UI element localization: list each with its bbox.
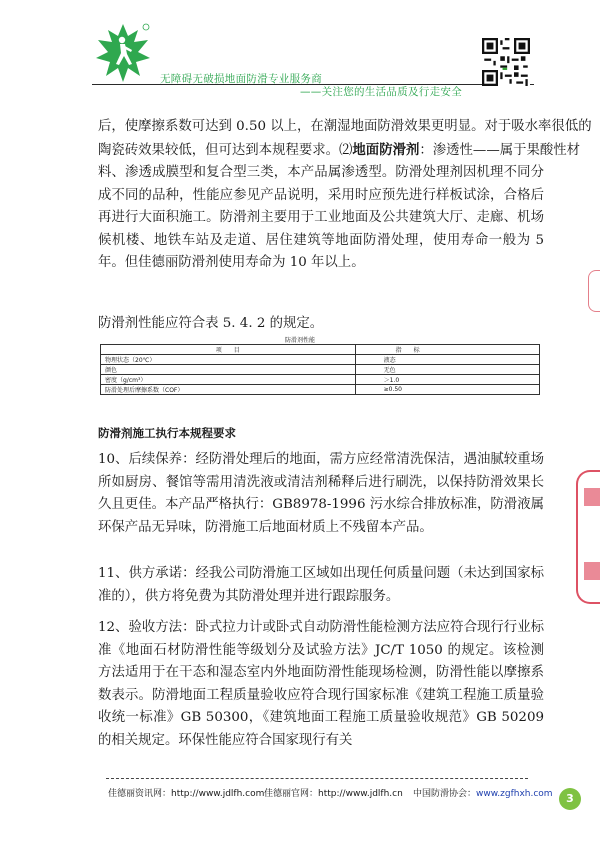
- qr-code-icon: [482, 38, 530, 86]
- table-header-row: [101, 345, 540, 355]
- footer-link-group: [108, 786, 264, 799]
- table-header-index: 指 标: [355, 345, 539, 355]
- seal-stamp-icon: [576, 470, 600, 604]
- paragraph-table-reference: 防滑剂性能应符合表 5. 4. 2 的规定。: [98, 316, 324, 331]
- paragraph-line: [98, 139, 581, 163]
- paragraph-text: 料、渗透成膜型和复合型三类，本产品属渗透型。防滑处理剂因机理不同分成不同的品种，性能应参见产品说明，采用时应预先进行样板试涂，合格后再进行大面积施工。防滑剂主要用于工业地面及公共建筑大厅、走廊、机场候机楼、地铁车站及走道、居住建筑等地面防滑处理，使用寿命一般为 5 年。但佳德丽防滑剂使用寿命为 10 年以上。: [98, 165, 544, 270]
- table-row: [101, 385, 540, 395]
- table-row: [101, 365, 540, 375]
- header-tagline-secondary: ——关注您的生活品质及行走安全: [300, 86, 462, 98]
- paragraph-maintenance: 10、后续保养：经防滑处理后的地面，需方应经常清洗保洁，遇油腻较重场所如厨房、餐馆等需用清洗液或清洁剂稀释后进行刷洗，以保持防滑效果长久且更佳。本产品严格执行：GB8978-1996 污水综合排放标准，防滑液属环保产品无异味，防滑施工后地面材质上不残留本产品。: [98, 452, 544, 535]
- table-cell-item: 防滑处理后摩擦系数（COF）: [101, 385, 356, 395]
- footer-link-association[interactable]: www.zgfhxh.com: [476, 789, 553, 799]
- footer-link-group: [264, 786, 403, 799]
- table-cell-value: 液态: [355, 355, 539, 365]
- paragraph-bold-term: 地面防滑剂: [352, 141, 420, 158]
- paragraph-acceptance: 12、验收方法：卧式拉力计或卧式自动防滑性能检测方法应符合现行行业标准《地面石材防滑性能等级划分及试验方法》JC/T 1050 的规定。该检测方法适用于在干态和湿态室内外地面防滑性能现场检测，防滑性能以摩擦系数表示。防滑地面工程质量验收应符合现行国家标准《建筑工程施工质量验收统一标准》GB 50300，《建筑地面工程施工质量验收规范》GB 50209 的相关规定。环保性能应符合国家现行有关: [98, 620, 544, 748]
- paragraph-text: 陶瓷砖效果较低，但可达到本规程要求。⑵: [98, 142, 353, 158]
- table-cell-value: ≥0.50: [355, 385, 539, 395]
- header-tagline-primary: 无障碍无破损地面防滑专业服务商: [160, 73, 322, 85]
- footer-label: 佳德丽官网：: [264, 789, 319, 799]
- company-logo-icon: [92, 22, 154, 84]
- footer-divider: [106, 778, 528, 779]
- table-row: [101, 355, 540, 365]
- paragraph-commitment: 11、供方承诺：经我公司防滑施工区域如出现任何质量问题（未达到国家标准的），供方将免费为其防滑处理并进行跟踪服务。: [98, 566, 544, 604]
- table-cell-item: 颜色: [101, 365, 356, 375]
- paragraph-line: 后，使摩擦系数可达到 0.50 以上，在潮湿地面防滑效果更明显。对于吸水率很低的: [98, 119, 592, 134]
- edge-stamp-icon: [588, 270, 600, 312]
- page-number-badge: 3: [559, 788, 581, 810]
- table-row: [101, 375, 540, 385]
- table-cell-value: ＞1.0: [355, 375, 539, 385]
- table-cell-value: 无色: [355, 365, 539, 375]
- footer-link-group: [413, 786, 553, 799]
- performance-table: [100, 344, 540, 395]
- section-title: 防滑剂施工执行本规程要求: [98, 426, 236, 440]
- table-cell-item: 物理状态（20℃）: [101, 355, 356, 365]
- footer-link-info-site[interactable]: http://www.jdlfh.com: [171, 789, 265, 799]
- table-header-item: 项 目: [101, 345, 356, 355]
- paragraph-antislip-agent: [98, 116, 592, 275]
- table-caption: 防滑剂性能: [284, 337, 315, 344]
- footer-label: 佳德丽资讯网：: [108, 789, 172, 799]
- seal-glyph: [584, 488, 600, 506]
- footer-label: 中国防滑协会：: [413, 789, 477, 799]
- seal-glyph: [584, 562, 600, 580]
- footer-link-official-site[interactable]: http://www.jdlfh.cn: [318, 789, 403, 799]
- paragraph-text: ：渗透性——属于果酸性材: [419, 142, 581, 158]
- table-cell-item: 密度（g/cm³）: [101, 375, 356, 385]
